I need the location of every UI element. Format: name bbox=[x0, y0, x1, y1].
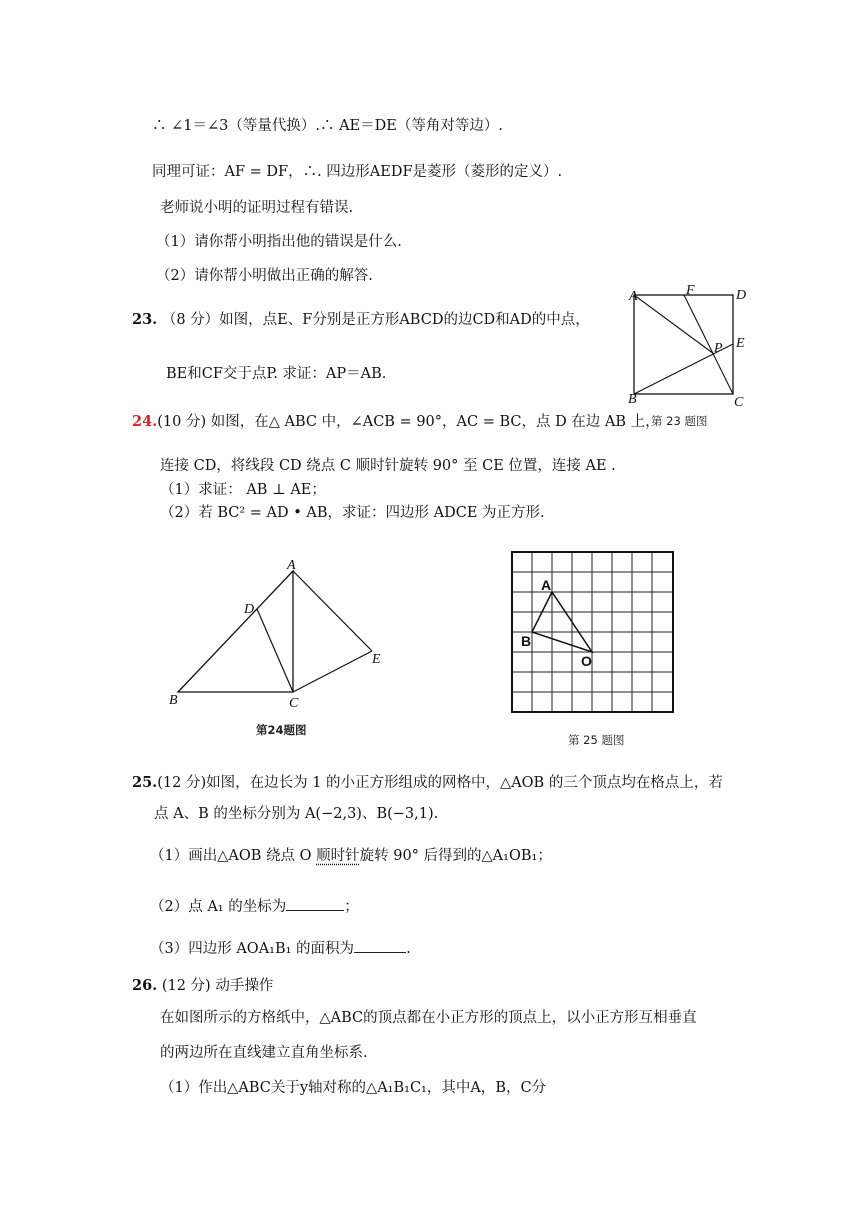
q24-label-e: E bbox=[372, 652, 381, 667]
q25-label-b: B bbox=[521, 633, 532, 649]
q25-caption: 第 25 题图 bbox=[568, 733, 625, 747]
q25-statement: (12 分)如图，在边长为 1 的小正方形组成的网格中，△AOB 的三个顶点均在格点上，若 bbox=[157, 775, 723, 791]
q23-label-b: B bbox=[628, 392, 637, 407]
proof-line-2: 同理可证：AF = DF，∴. 四边形AEDF是菱形（菱形的定义）. bbox=[152, 164, 563, 180]
q25-part2-text: （2）点 A₁ 的坐标为 bbox=[150, 899, 287, 915]
proof-line-1: ∴ ∠1＝∠3（等量代换）.∴ AE＝DE（等角对等边）. bbox=[152, 118, 503, 134]
q25-label-a: A bbox=[541, 577, 552, 593]
q25-grid bbox=[512, 552, 673, 712]
q25-text-line2: 点 A、B 的坐标分别为 A(−2,3)、B(−3,1). bbox=[154, 806, 439, 822]
q24-triangle-abc bbox=[178, 571, 293, 692]
q24-part2: （2）若 BC² = AD • AB，求证：四边形 ADCE 为正方形. bbox=[160, 505, 545, 521]
q25-number: 25. bbox=[132, 774, 158, 791]
q26-number: 26. bbox=[132, 977, 158, 994]
q26-part1: （1）作出△ABC关于y轴对称的△A₁B₁C₁，其中A，B，C分 bbox=[160, 1080, 547, 1096]
q25-answer-blank-2[interactable] bbox=[354, 938, 406, 953]
q26-text-line1 bbox=[132, 976, 273, 996]
q24-segment-ec bbox=[293, 651, 372, 692]
q23-number: 23. bbox=[132, 311, 158, 328]
q24-label-c: C bbox=[289, 696, 299, 711]
q26-text-line2: 在如图所示的方格纸中，△ABC的顶点都在小正方形的顶点上，以小正方形互相垂直 bbox=[160, 1010, 697, 1026]
q22-part2: （2）请你帮小明做出正确的解答. bbox=[156, 268, 373, 284]
q23-label-p: P bbox=[714, 341, 723, 356]
q25-answer-blank-1[interactable] bbox=[286, 896, 344, 911]
q25-part1 bbox=[150, 846, 552, 866]
q23-figure bbox=[620, 282, 760, 432]
q25-triangle-aob bbox=[532, 592, 592, 652]
q26-text-line3: 的两边所在直线建立直角坐标系. bbox=[160, 1045, 368, 1061]
q25-text-line1 bbox=[132, 773, 723, 793]
q23-label-a: A bbox=[629, 289, 638, 304]
q23-statement: （8 分）如图，点E、F分别是正方形ABCD的边CD和AD的中点， bbox=[161, 312, 590, 328]
q23-caption: 第 23 题图 bbox=[651, 414, 708, 428]
teacher-remark: 老师说小明的证明过程有错误. bbox=[160, 200, 354, 216]
q23-text-line1 bbox=[132, 310, 590, 330]
q24-part1: （1）求证： AB ⊥ AE； bbox=[160, 482, 326, 498]
q25-part2-end: ； bbox=[344, 899, 359, 915]
q26-title: (12 分) 动手操作 bbox=[161, 978, 274, 994]
q24-label-b: B bbox=[169, 693, 178, 708]
q24-segment-ae bbox=[293, 571, 372, 651]
q24-label-d: D bbox=[244, 602, 255, 617]
q24-text-line2: 连接 CD，将线段 CD 绕点 C 顺时针旋转 90° 至 CE 位置，连接 AE . bbox=[160, 458, 616, 474]
q23-label-e: E bbox=[736, 336, 745, 351]
q23-line-ap bbox=[634, 295, 714, 354]
q23-line-fc bbox=[684, 295, 733, 394]
q25-figure bbox=[512, 552, 677, 752]
q24-text-line1 bbox=[132, 412, 660, 432]
q25-part3-end: . bbox=[406, 941, 411, 957]
q24-caption: 第24题图 bbox=[256, 723, 307, 737]
q23-label-f: F bbox=[686, 283, 695, 298]
q23-label-d: D bbox=[736, 288, 747, 303]
q25-part2 bbox=[150, 896, 359, 917]
q24-statement: (10 分) 如图，在△ ABC 中，∠ACB = 90°，AC = BC，点 D 在边 AB 上， bbox=[157, 414, 660, 430]
q25-part1-c: 旋转 90° 后得到的△A₁OB₁； bbox=[359, 848, 552, 864]
q24-segment-cd bbox=[257, 609, 293, 692]
q22-part1: （1）请你帮小明指出他的错误是什么. bbox=[156, 234, 402, 250]
q24-figure bbox=[160, 555, 400, 745]
q25-part1-a: （1）画出△AOB 绕点 O bbox=[150, 848, 317, 864]
q24-label-a: A bbox=[287, 558, 296, 573]
q25-label-o: O bbox=[581, 653, 592, 669]
q23-text-line2: BE和CF交于点P. 求证：AP＝AB. bbox=[166, 366, 387, 382]
q25-part1-emphasis: 顺时针 bbox=[316, 848, 360, 864]
q23-label-c: C bbox=[734, 395, 744, 410]
q24-number: 24. bbox=[132, 413, 158, 430]
q25-part3-text: （3）四边形 AOA₁B₁ 的面积为 bbox=[150, 941, 355, 957]
q25-part3 bbox=[150, 938, 411, 959]
